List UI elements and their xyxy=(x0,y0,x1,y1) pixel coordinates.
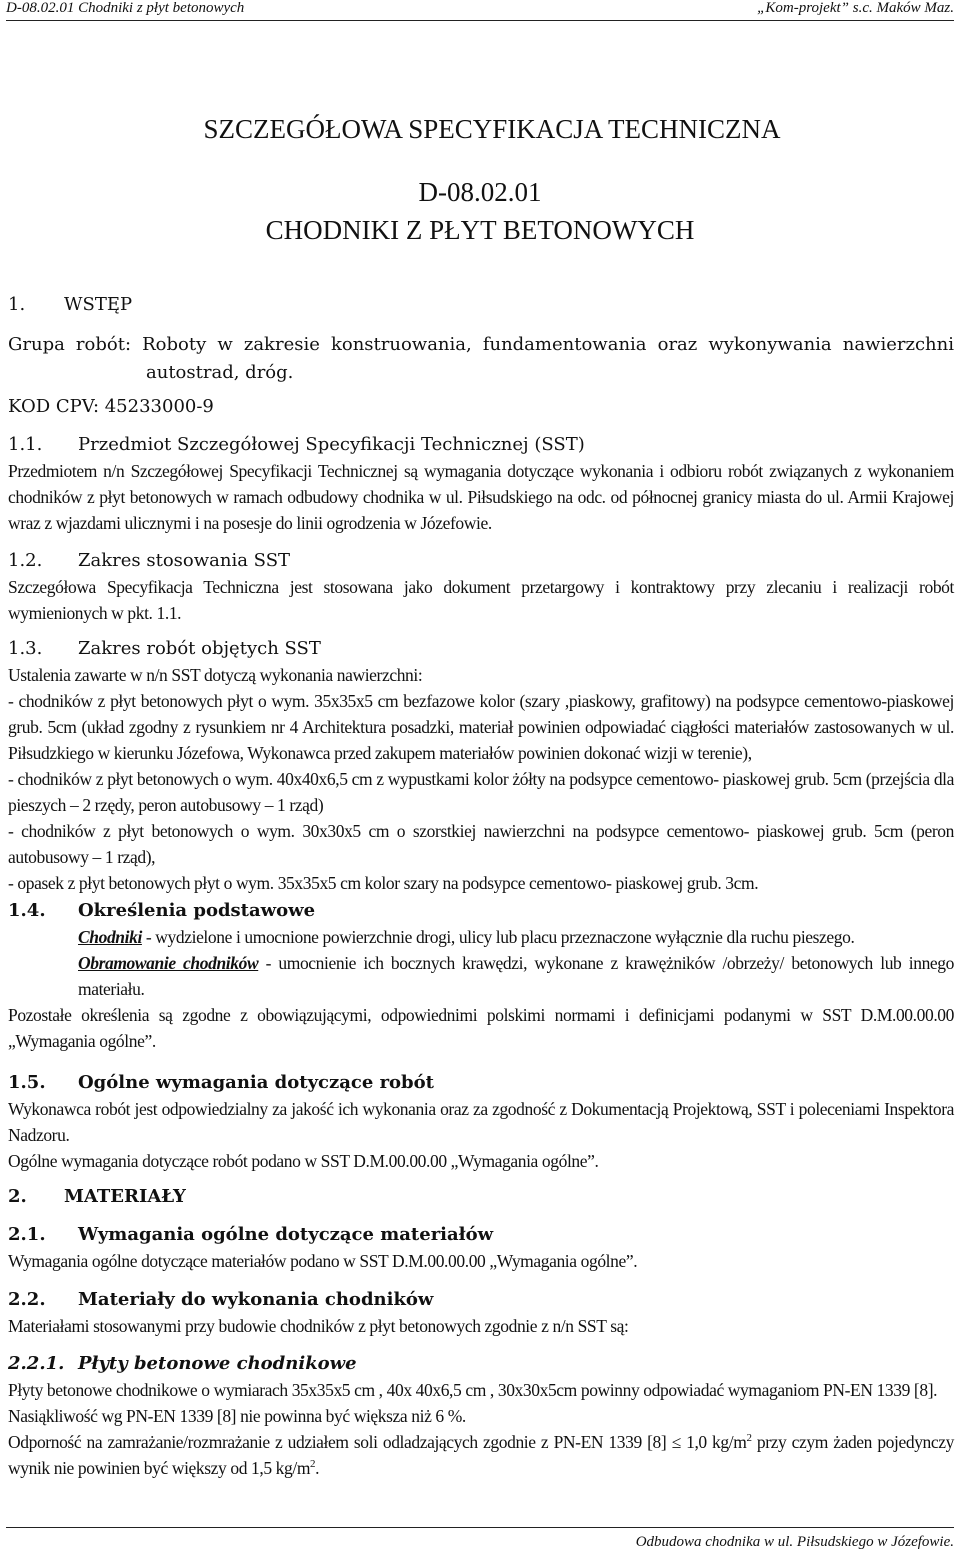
title-line-1: SZCZEGÓŁOWA SPECYFIKACJA TECHNICZNA xyxy=(203,114,781,144)
definition-2 xyxy=(8,950,954,1002)
section-2-heading xyxy=(8,1184,954,1210)
title-line-2: D-08.02.01 xyxy=(418,177,542,207)
section-number: 2.2.1. xyxy=(8,1353,65,1374)
section-title: Materiały do wykonania chodników xyxy=(78,1289,434,1310)
section-2-1 xyxy=(8,1222,954,1274)
section-2-2 xyxy=(8,1287,954,1339)
section-title: MATERIAŁY xyxy=(64,1186,186,1207)
section-1-4 xyxy=(8,898,954,1054)
section-text: Materiałami stosowanymi przy budowie chodników z płyt betonowych zgodnie z n/n SST są: xyxy=(8,1316,629,1336)
definition-1 xyxy=(8,924,954,950)
definition-number xyxy=(8,924,78,950)
section-number: 1.4. xyxy=(8,900,46,921)
page-footer: Odbudowa chodnika w ul. Piłsudskiego w Józefowie. xyxy=(6,1527,954,1551)
list-item: - chodników z płyt betonowych o wym. 30x30x5 cm o szorstkiej nawierzchni na podsypce cementowo- piaskowej grub. 5cm (peron autobusowy – 1 rząd), xyxy=(8,821,954,867)
section-text: Szczegółowa Specyfikacja Techniczna jest stosowana jako dokument przetargowy i kontraktowy przy zlecaniu i realizacji robót wymienionych w pkt. 1.1. xyxy=(8,577,954,623)
section-number: 1.3. xyxy=(8,638,43,659)
title-line-3: CHODNIKI Z PŁYT BETONOWYCH xyxy=(265,215,695,245)
section-text: Wykonawca robót jest odpowiedzialny za jakość ich wykonania oraz za zgodność z Dokumentacją Projektową, SST i poleceniami Inspektora Nadzoru. xyxy=(8,1099,954,1145)
section-number: 1.1. xyxy=(8,434,43,455)
header-right: „Kom-projekt” s.c. Maków Maz. xyxy=(757,0,954,16)
document-title xyxy=(0,110,960,249)
grupa-text: Roboty w zakresie konstruowania, fundamentowania oraz wykonywania nawierzchni autostrad, dróg. xyxy=(142,334,954,383)
list-item: - chodników z płyt betonowych o wym. 40x40x6,5 cm z wypustkami kolor żółty na podsypce cementowo- piaskowej grub. 5cm (przejścia dla pieszych – 2 rzędy, peron autobusowy – 1 rząd) xyxy=(8,769,954,815)
text-part: przy czym żaden pojedynczy wynik nie powinien być większy od 1,5 kg/m xyxy=(8,1432,954,1478)
definition-text: - umocnienie ich bocznych krawędzi, wykonane z krawężników /obrzeży/ betonowych lub innego materiału. xyxy=(78,953,954,999)
section-2-2-1 xyxy=(8,1351,954,1481)
section-title: Przedmiot Szczegółowej Specyfikacji Technicznej (SST) xyxy=(78,434,585,455)
section-text: Przedmiotem n/n Szczegółowej Specyfikacji Technicznej są wymagania dotyczące wykonania i odbioru robót związanych z wykonaniem chodników z płyt betonowych w ramach odbudowy chodnika w ul. Piłsudskiego na odc. od północnej granicy miasta do ul. Armii Krajowej wraz z wjazdami ulicznymi i na posesje do linii ogrodzenia w Józefowie. xyxy=(8,461,954,533)
section-text: Pozostałe określenia są zgodne z obowiązującymi, odpowiednimi polskimi normami i definicjami podanymi w SST D.M.00.00.00 „Wymagania ogólne”. xyxy=(8,1005,954,1051)
section-number: 2.1. xyxy=(8,1224,46,1245)
page-header xyxy=(6,0,954,21)
section-title: Wymagania ogólne dotyczące materiałów xyxy=(78,1224,494,1245)
section-1-heading xyxy=(8,292,954,318)
definition-term: Obramowanie chodników xyxy=(78,953,259,973)
superscript: 2 xyxy=(746,1432,752,1445)
section-title: Zakres stosowania SST xyxy=(78,550,291,571)
list-item: - chodników z płyt betonowych płyt o wym. 35x35x5 cm bezfazowe kolor (szary ,piaskowy, grafitowy) na podsypce cementowo-piaskowej grub. 5cm (układ zgodny z rysunkiem nr 4 Architektura posadzki, materiał powinien odpowiadać ciągłości materiałów zastosowanych w ul. Piłsudzkiego w kierunku Józefowa, Wykonawca przed zakupem materiałów powinien dokonać wizji w terenie), xyxy=(8,691,954,763)
section-title: Określenia podstawowe xyxy=(78,900,316,921)
definition-term: Chodniki xyxy=(78,927,142,947)
section-number: 2.2. xyxy=(8,1289,46,1310)
section-text: Płyty betonowe chodnikowe o wymiarach 35x35x5 cm , 40x 40x6,5 cm , 30x30x5cm powinny odpowiadać wymaganiom PN-EN 1339 [8]. xyxy=(8,1380,938,1400)
section-number: 1. xyxy=(8,294,26,315)
definition-text: - wydzielone i umocnione powierzchnie drogi, ulicy lub placu przeznaczone wyłącznie dla ruchu pieszego. xyxy=(141,927,855,947)
section-number: 2. xyxy=(8,1186,27,1207)
section-text: Wymagania ogólne dotyczące materiałów podano w SST D.M.00.00.00 „Wymagania ogólne”. xyxy=(8,1251,638,1271)
section-1-3 xyxy=(8,636,954,896)
kod-cpv: KOD CPV: 45233000-9 xyxy=(8,396,214,417)
section-number: 1.2. xyxy=(8,550,43,571)
grupa-label: Grupa robót: xyxy=(8,334,132,355)
section-title: Zakres robót objętych SST xyxy=(78,638,321,659)
text-part: Odporność na zamrażanie/rozmrażanie z udziałem soli odladzających zgodnie z PN-EN 1339 [8] ≤ 1,0 kg/m xyxy=(8,1432,747,1452)
header-left: D-08.02.01 Chodniki z płyt betonowych xyxy=(6,0,245,16)
text-part: . xyxy=(315,1458,320,1478)
section-title: Płyty betonowe chodnikowe xyxy=(78,1353,357,1374)
section-intro: Ustalenia zawarte w n/n SST dotyczą wykonania nawierzchni: xyxy=(8,665,423,685)
section-1-1 xyxy=(8,432,954,536)
section-1-2 xyxy=(8,548,954,626)
section-title: Ogólne wymagania dotyczące robót xyxy=(78,1072,434,1093)
grupa-robot xyxy=(8,331,954,387)
section-text: Nasiąkliwość wg PN-EN 1339 [8] nie powinna być większa niż 6 %. xyxy=(8,1406,466,1426)
section-1-5 xyxy=(8,1070,954,1174)
section-text xyxy=(8,1429,954,1481)
section-title: WSTĘP xyxy=(64,294,133,315)
section-text: Ogólne wymagania dotyczące robót podano w SST D.M.00.00.00 „Wymagania ogólne”. xyxy=(8,1151,599,1171)
section-number: 1.5. xyxy=(8,1072,46,1093)
list-item: - opasek z płyt betonowych płyt o wym. 35x35x5 cm kolor szary na podsypce cementowo- piaskowej grub. 3cm. xyxy=(8,873,759,893)
superscript: 2 xyxy=(310,1458,316,1471)
definition-number xyxy=(8,950,78,976)
